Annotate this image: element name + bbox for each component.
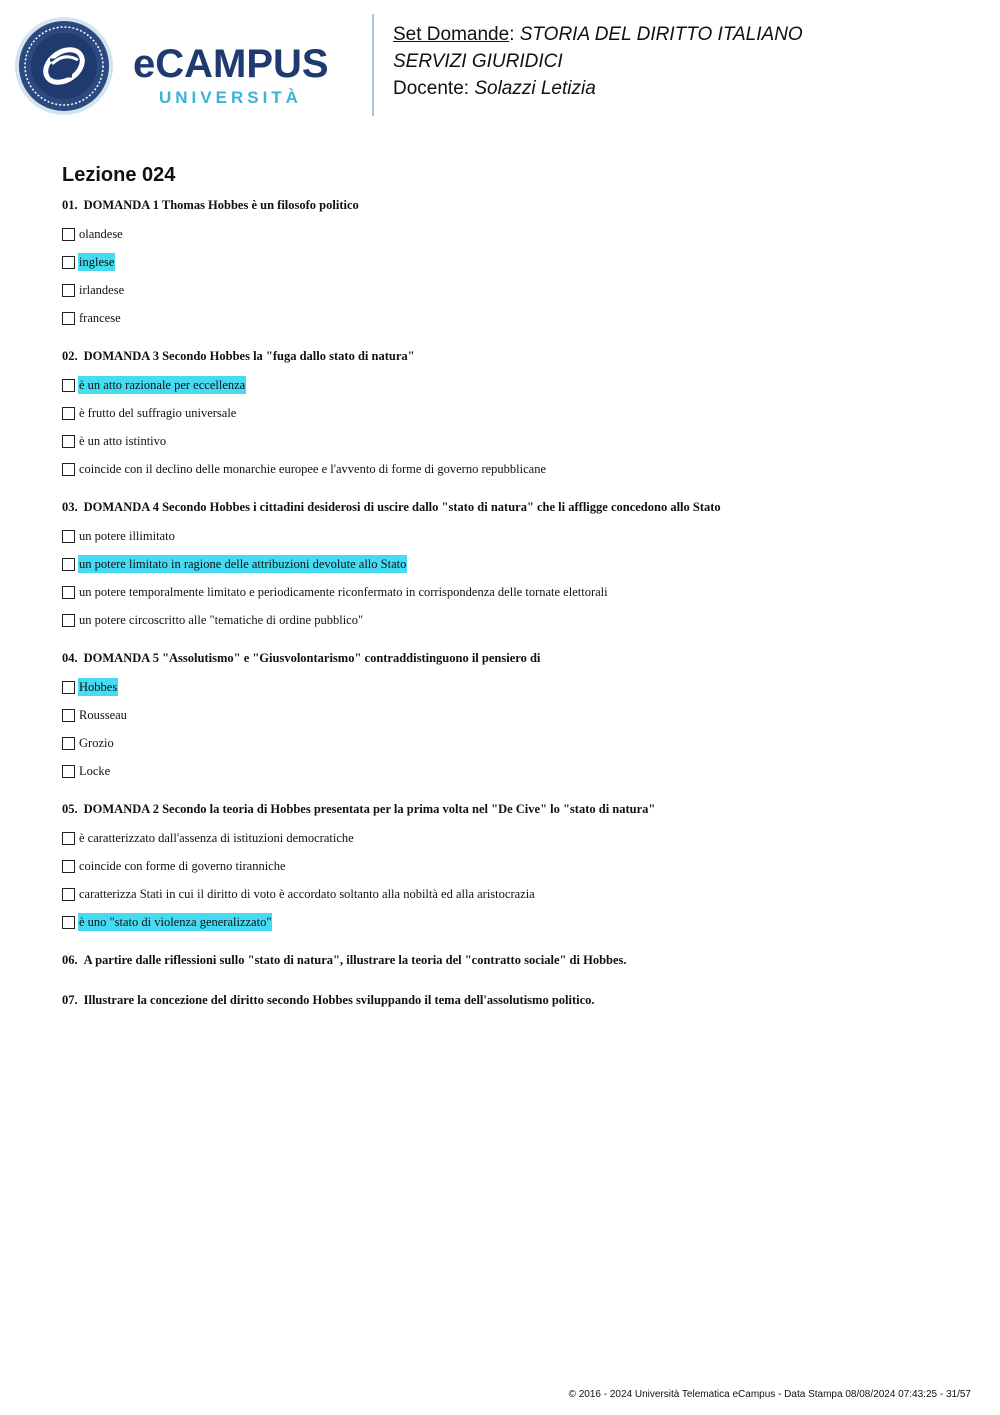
question-number: 02. <box>62 349 78 363</box>
question-2 <box>62 346 962 483</box>
answer-label-correct: è uno "stato di violenza generalizzato" <box>79 915 272 929</box>
checkbox-icon[interactable] <box>62 681 75 694</box>
question-3 <box>62 497 962 634</box>
checkbox-icon[interactable] <box>62 463 75 476</box>
answer-option[interactable] <box>62 606 962 634</box>
set-title-line2: SERVIZI GIURIDICI <box>393 51 563 72</box>
question-number: 05. <box>62 802 78 816</box>
logo-brand: eCAMPUS <box>133 42 329 86</box>
answer-option[interactable] <box>62 248 962 276</box>
checkbox-icon[interactable] <box>62 614 75 627</box>
answer-label: coincide con il declino delle monarchie europee e l'avvento di forme di governo repubblicane <box>79 462 546 476</box>
answer-label: francese <box>79 311 121 325</box>
checkbox-icon[interactable] <box>62 379 75 392</box>
teacher-line <box>393 75 803 102</box>
header-divider <box>372 14 374 116</box>
question-5 <box>62 799 962 936</box>
answer-option[interactable] <box>62 550 962 578</box>
teacher-name: Solazzi Letizia <box>474 78 596 99</box>
answer-label: coincide con forme di governo tiranniche <box>79 859 286 873</box>
set-label: Set Domande <box>393 24 510 45</box>
answer-option[interactable] <box>62 371 962 399</box>
set-separator: : <box>509 24 515 45</box>
answer-label: un potere illimitato <box>79 529 175 543</box>
question-number: 01. <box>62 198 78 212</box>
answer-option[interactable] <box>62 427 962 455</box>
set-line <box>393 21 803 48</box>
question-text: DOMANDA 1 Thomas Hobbes è un filosofo politico <box>83 198 359 212</box>
answer-label: Grozio <box>79 736 114 750</box>
answer-label: irlandese <box>79 283 125 297</box>
open-question-2 <box>62 990 962 1010</box>
answer-label: è caratterizzato dall'assenza di istituzioni democratiche <box>79 831 354 845</box>
answer-label: un potere temporalmente limitato e periodicamente riconfermato in corrispondenza delle tornate elettorali <box>79 585 608 599</box>
question-number: 07. <box>62 993 78 1007</box>
answer-option[interactable] <box>62 908 962 936</box>
answer-option[interactable] <box>62 729 962 757</box>
question-text: DOMANDA 5 "Assolutismo" e "Giusvolontarismo" contraddistinguono il pensiero di <box>83 651 541 665</box>
checkbox-icon[interactable] <box>62 765 75 778</box>
question-title <box>62 195 962 215</box>
answer-option[interactable] <box>62 578 962 606</box>
question-title <box>62 799 962 819</box>
set-title-line1: STORIA DEL DIRITTO ITALIANO <box>519 24 803 45</box>
answer-label: è frutto del suffragio universale <box>79 406 237 420</box>
ecampus-seal-icon <box>14 16 114 116</box>
answer-option[interactable] <box>62 399 962 427</box>
answer-option[interactable] <box>62 455 962 483</box>
answer-label-correct: è un atto razionale per eccellenza <box>79 378 246 392</box>
answer-option[interactable] <box>62 757 962 785</box>
question-title <box>62 346 962 366</box>
question-text: DOMANDA 4 Secondo Hobbes i cittadini desiderosi di uscire dallo "stato di natura" che li affligge concedono allo Stato <box>83 500 721 514</box>
ecampus-logo <box>133 42 358 112</box>
answer-label-correct: un potere limitato in ragione delle attribuzioni devolute allo Stato <box>79 557 407 571</box>
checkbox-icon[interactable] <box>62 832 75 845</box>
answer-option[interactable] <box>62 522 962 550</box>
checkbox-icon[interactable] <box>62 312 75 325</box>
question-number: 04. <box>62 651 78 665</box>
checkbox-icon[interactable] <box>62 435 75 448</box>
lesson-title: Lezione 024 <box>62 164 176 186</box>
answer-label-correct: inglese <box>79 255 115 269</box>
checkbox-icon[interactable] <box>62 530 75 543</box>
open-question-1 <box>62 950 962 970</box>
answer-option[interactable] <box>62 701 962 729</box>
question-text: A partire dalle riflessioni sullo "stato di natura", illustrare la teoria del "contratto sociale" di Hobbes. <box>83 953 627 967</box>
answer-label: olandese <box>79 227 123 241</box>
answer-option[interactable] <box>62 852 962 880</box>
checkbox-icon[interactable] <box>62 860 75 873</box>
question-text: Illustrare la concezione del diritto secondo Hobbes sviluppando il tema dell'assolutismo politico. <box>83 993 595 1007</box>
answer-option[interactable] <box>62 673 962 701</box>
checkbox-icon[interactable] <box>62 256 75 269</box>
question-number: 06. <box>62 953 78 967</box>
checkbox-icon[interactable] <box>62 709 75 722</box>
checkbox-icon[interactable] <box>62 284 75 297</box>
answer-option[interactable] <box>62 824 962 852</box>
checkbox-icon[interactable] <box>62 558 75 571</box>
answer-label: caratterizza Stati in cui il diritto di voto è accordato soltanto alla nobiltà ed alla aristocrazia <box>79 887 535 901</box>
answer-option[interactable] <box>62 220 962 248</box>
set-line-2 <box>393 48 803 75</box>
page-header <box>0 0 1000 130</box>
header-info <box>393 21 803 102</box>
checkbox-icon[interactable] <box>62 407 75 420</box>
answer-label: è un atto istintivo <box>79 434 167 448</box>
answer-option[interactable] <box>62 304 962 332</box>
question-title <box>62 497 962 517</box>
question-1 <box>62 195 962 332</box>
answer-option[interactable] <box>62 276 962 304</box>
answer-option[interactable] <box>62 880 962 908</box>
answer-label: un potere circoscritto alle "tematiche di ordine pubblico" <box>79 613 364 627</box>
question-text: DOMANDA 3 Secondo Hobbes la "fuga dallo stato di natura" <box>83 349 415 363</box>
question-text: DOMANDA 2 Secondo la teoria di Hobbes presentata per la prima volta nel "De Cive" lo "stato di natura" <box>83 802 656 816</box>
page-footer: © 2016 - 2024 Università Telematica eCampus - Data Stampa 08/08/2024 07:43:25 - 31/57 <box>568 1389 971 1400</box>
checkbox-icon[interactable] <box>62 586 75 599</box>
multiple-choice-questions <box>62 195 962 936</box>
checkbox-icon[interactable] <box>62 916 75 929</box>
open-questions <box>62 950 962 1010</box>
answer-label: Rousseau <box>79 708 127 722</box>
logo-subtitle: UNIVERSITÀ <box>159 88 302 107</box>
answer-label: Locke <box>79 764 111 778</box>
checkbox-icon[interactable] <box>62 228 75 241</box>
teacher-label: Docente: <box>393 78 470 99</box>
checkbox-icon[interactable] <box>62 888 75 901</box>
answer-label-correct: Hobbes <box>79 680 118 694</box>
checkbox-icon[interactable] <box>62 737 75 750</box>
question-4 <box>62 648 962 785</box>
question-list <box>62 195 962 1030</box>
question-title <box>62 648 962 668</box>
question-number: 03. <box>62 500 78 514</box>
